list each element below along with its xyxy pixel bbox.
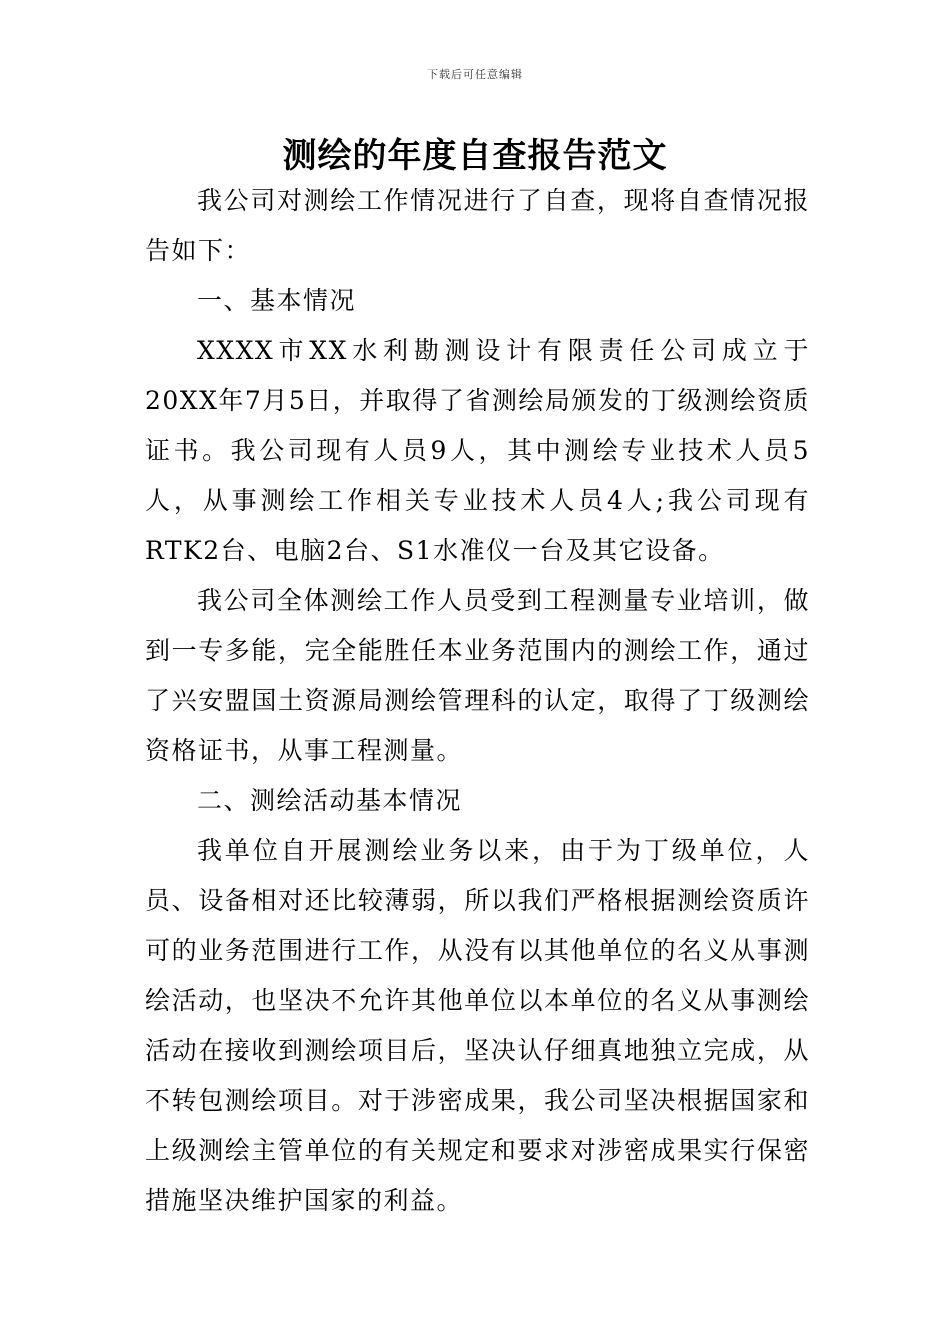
activities-paragraph: 我单位自开展测绘业务以来，由于为丁级单位，人员、设备相对还比较薄弱，所以我们严格根据测绘资质许可的业务范围进行工作，从没有以其他单位的名义从事测绘活动，也坚决不允许其他单位以本单位的名义从事测绘活动在接收到测绘项目后，坚决认仔细真地独立完成，从不转包测绘项目。对于涉密成果，我公司坚决根据国家和上级测绘主管单位的有关规定和要求对涉密成果实行保密措施坚决维护国家的利益。 — [145, 836, 810, 1215]
section-heading-activities: 二、测绘活动基本情况 — [197, 786, 463, 815]
intro-paragraph: 我公司对测绘工作情况进行了自查，现将自查情况报告如下： — [145, 186, 810, 265]
staff-training-paragraph: 我公司全体测绘工作人员受到工程测量专业培训，做到一专多能，完全能胜任本业务范围内的测绘工作，通过了兴安盟国土资源局测绘管理科的认定，取得了丁级测绘资格证书，从事工程测量。 — [145, 586, 810, 765]
document-title: 测绘的年度自查报告范文 — [282, 136, 668, 176]
header-note: 下载后可任意编辑 — [427, 68, 523, 81]
document-body — [145, 176, 810, 1226]
section-heading-basic: 一、基本情况 — [197, 286, 357, 315]
company-info-paragraph: XXXX市XX水利勘测设计有限责任公司成立于20XX年7月5日，并取得了省测绘局颁发的丁级测绘资质证书。我公司现有人员9人，其中测绘专业技术人员5人，从事测绘工作相关专业技术人员4人;我公司现有RTK2台、电脑2台、S1水准仪一台及其它设备。 — [145, 336, 810, 565]
